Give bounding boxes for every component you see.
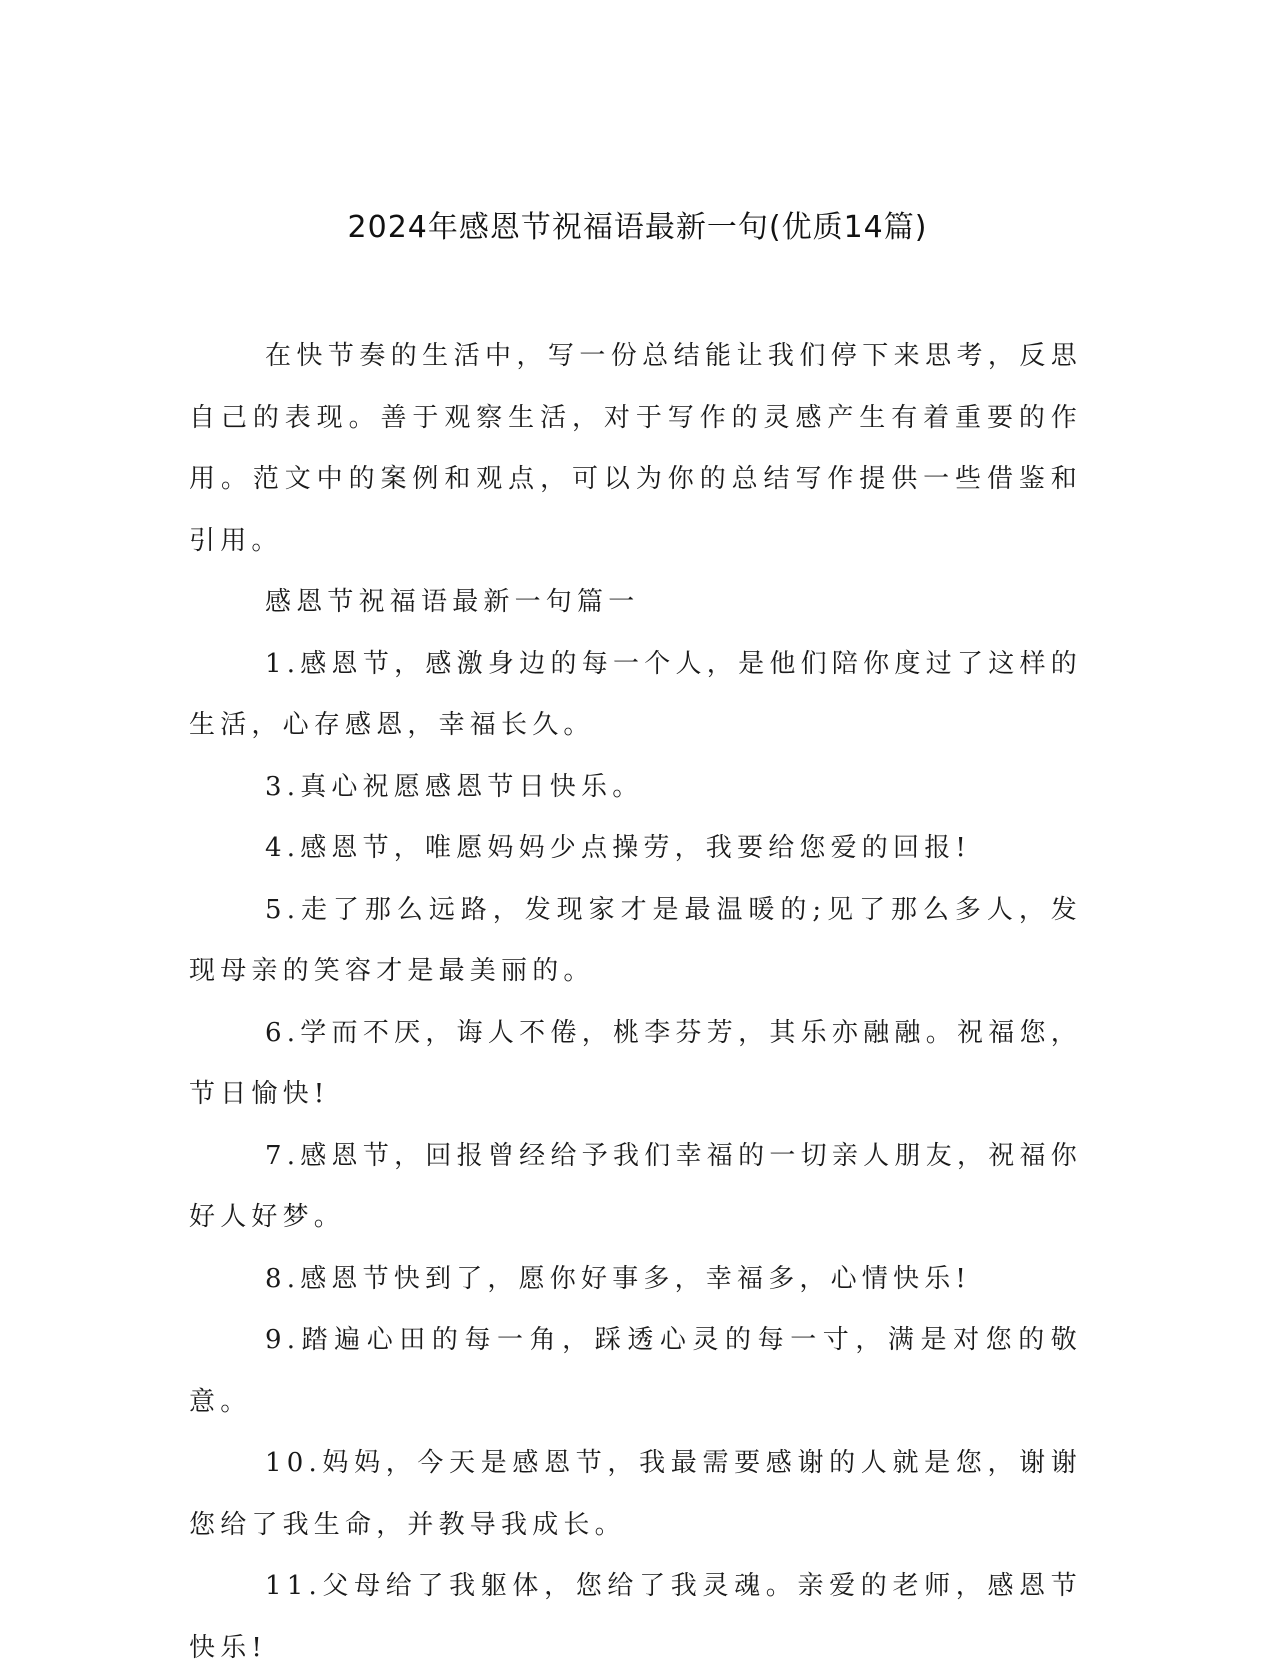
document-body [189,326,1082,1679]
section-heading: 感恩节祝福语最新一句篇一 [265,587,640,617]
list-item: 3.真心祝愿感恩节日快乐。 [265,771,644,802]
list-item: 10.妈妈，今天是感恩节，我最需要感谢的人就是您，谢谢您给了我生命，并教导我成长。 [189,1448,1082,1540]
list-item: 8.感恩节快到了，愿你好事多，幸福多，心情快乐! [265,1263,972,1294]
document-title: 2024年感恩节祝福语最新一句(优质14篇) [347,210,928,245]
list-item: 9.踏遍心田的每一角，踩透心灵的每一寸，满是对您的敬意。 [189,1325,1082,1417]
list-item: 7.感恩节，回报曾经给予我们幸福的一切亲人朋友，祝福你好人好梦。 [189,1140,1082,1232]
list-item: 5.走了那么远路，发现家才是最温暖的;见了那么多人，发现母亲的笑容才是最美丽的。 [189,894,1082,986]
intro-paragraph: 在快节奏的生活中，写一份总结能让我们停下来思考，反思自己的表现。善于观察生活，对于写作的灵感产生有着重要的作用。范文中的案例和观点，可以为你的总结写作提供一些借鉴和引用。 [189,341,1082,556]
list-item: 6.学而不厌，诲人不倦，桃李芬芳，其乐亦融融。祝福您，节日愉快! [189,1017,1082,1109]
list-item: 4.感恩节，唯愿妈妈少点操劳，我要给您爱的回报! [265,833,972,863]
list-item: 1.感恩节，感激身边的每一个人，是他们陪你度过了这样的生活，心存感恩，幸福长久。 [189,648,1082,740]
list-item: 11.父母给了我躯体，您给了我灵魂。亲爱的老师，感恩节快乐! [189,1571,1082,1663]
